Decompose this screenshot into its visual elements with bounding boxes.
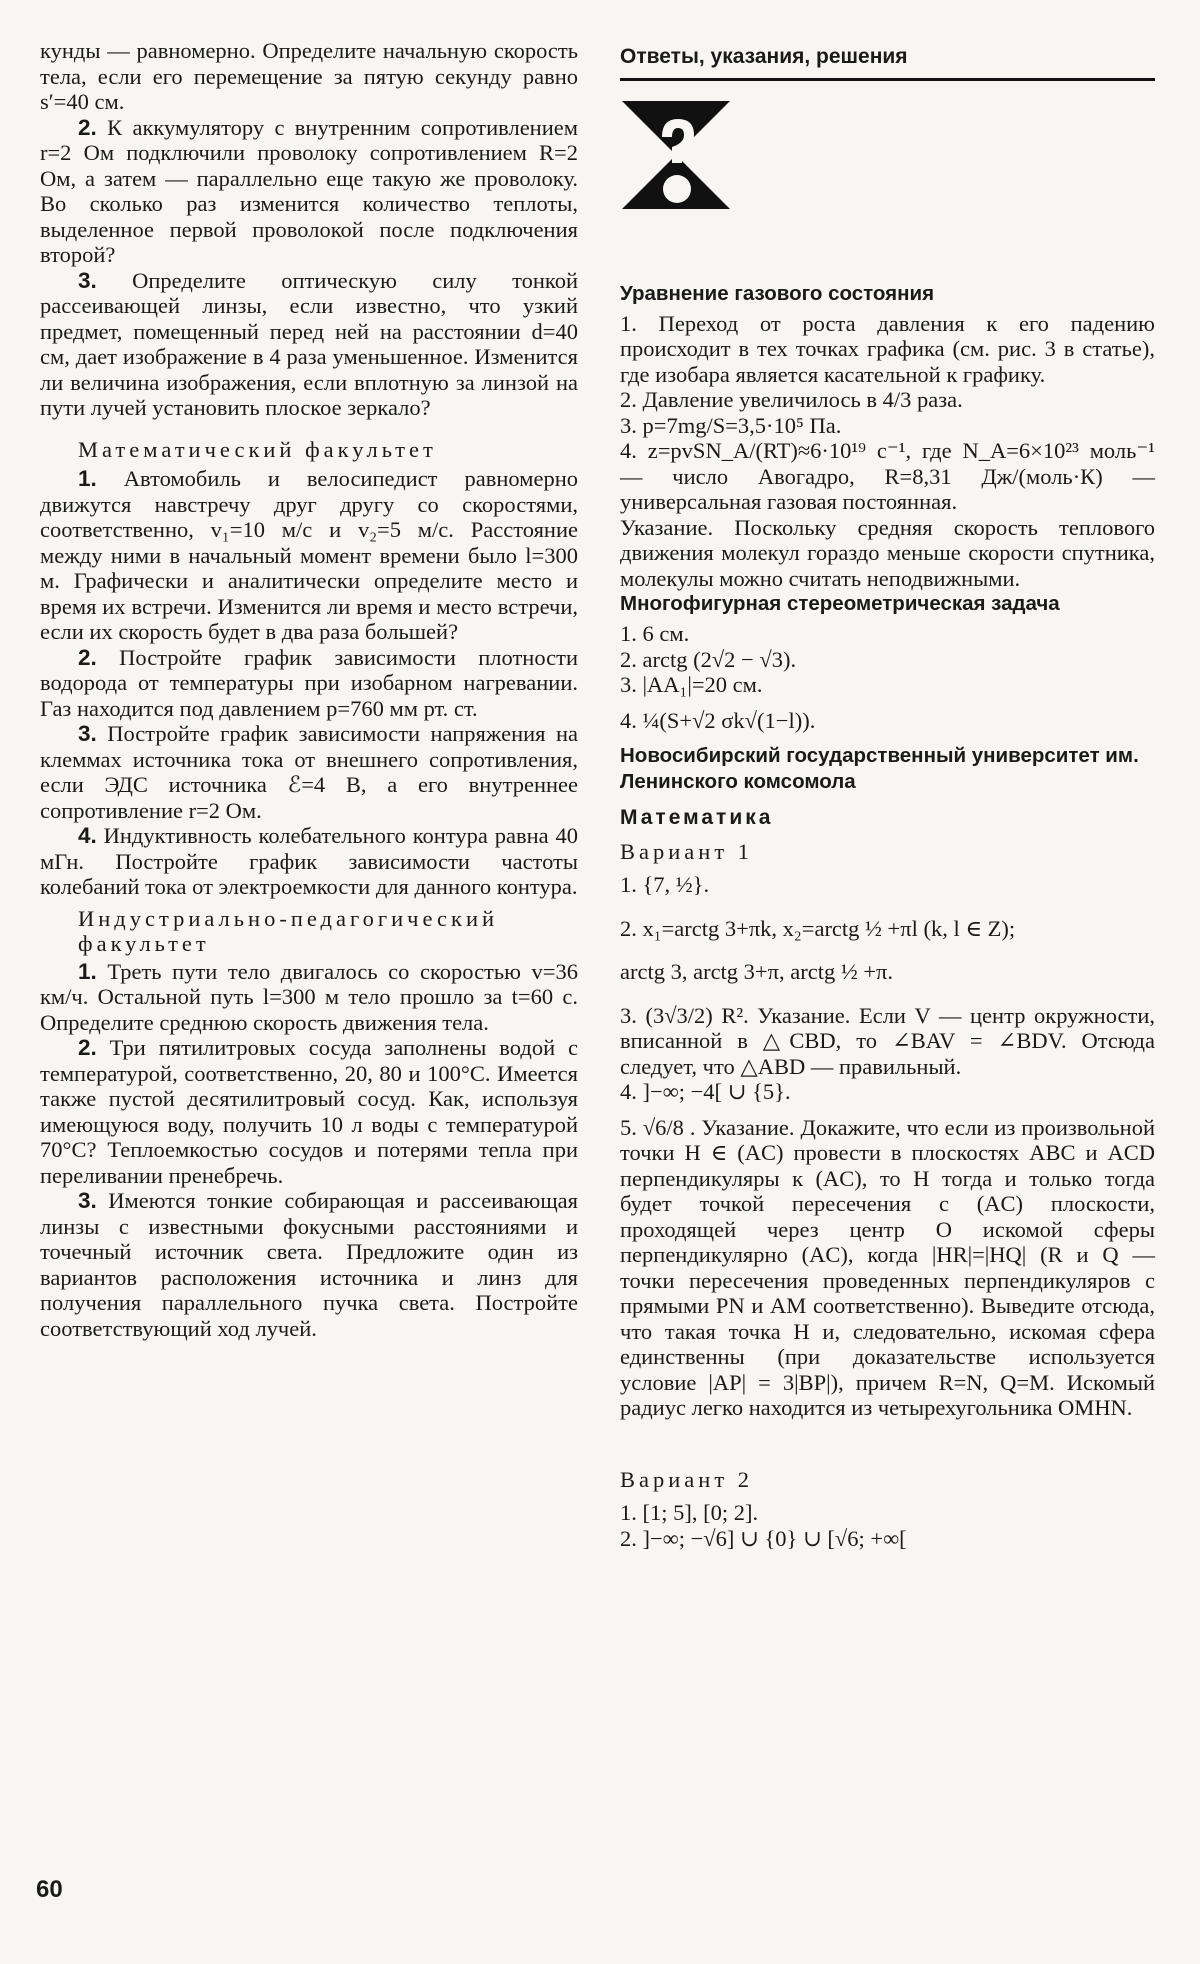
variant-1-heading: Вариант 1	[620, 838, 754, 864]
section-heading-math-faculty: Математический факультет	[78, 436, 437, 462]
answer-3: 3. p=7mg/S=3,5·10⁵ Па.	[620, 412, 842, 438]
problem-number: 3.	[78, 1188, 97, 1213]
answer-4: 4. ¼(S+√2 σk√(1−l)).	[620, 707, 816, 733]
problem-number: 1.	[78, 466, 97, 491]
hint: Указание. Поскольку средняя скорость теплового движения молекул гораздо меньше скорости спутника, молекулы можно считать неподвижными.	[620, 514, 1155, 591]
page-number: 60	[36, 1876, 63, 1903]
problem-number: 2.	[78, 644, 97, 670]
answer-2: 2. arctg (2√2 − √3).	[620, 646, 797, 672]
problem-text: Треть пути тело двигалось со скоростью v=36 км/ч. Остальной путь l=300 м тело прошло за t=60 с. Определите среднюю скорость движения тела.	[40, 958, 578, 1035]
section-title-nsu: Новосибирский государственный университет им. Ленинского комсомола	[620, 744, 1139, 793]
problem-2	[40, 645, 578, 722]
variant-2-heading: Вариант 2	[620, 1466, 754, 1492]
v2-answer-2: 2. ]−∞; −√6] ∪ {0} ∪ [√6; +∞[	[620, 1525, 907, 1551]
v1-answer-4: 4. ]−∞; −4[ ∪ {5}.	[620, 1079, 791, 1104]
problem-number: 3.	[78, 721, 97, 746]
section-heading-industrial-faculty: Индустриально-педагогический факультет	[78, 905, 499, 956]
paragraph-continued: кунды — равномерно. Определите начальную скорость тела, если его перемещение за пятую секунду равно s′=40 см.	[40, 38, 578, 114]
v2-answer-1: 1. [1; 5], [0; 2].	[620, 1500, 759, 1525]
problem-text: Три пятилитровых сосуда заполнены водой с температурой, соответственно, 20, 80 и 100°С. Имеется также пустой десятилитровый сосуд. Как, используя имеющуюся воду, получить 10 л воды с температурой 70°С? Теплоемкостью сосудов и потерями тепла при переливании пренебречь.	[40, 1035, 578, 1188]
problem-text: Постройте график зависимости плотности водорода от температуры при изобарном нагревании. Газ находится под давлением p=760 мм рт. ст.	[40, 644, 578, 721]
v1-answer-2: 2. x₁=arctg 3+πk, x₂=arctg ½ +πl (k, l ∈ Z);	[620, 915, 1016, 941]
problem-number: 4.	[78, 823, 97, 848]
answer-1: 1. Переход от роста давления к его падению происходит в тех точках графика (см. рис. 3 в статье), где изобара является касательной к графику.	[620, 310, 1155, 387]
problem-number: 2.	[78, 1035, 97, 1060]
problem-2	[40, 1035, 578, 1188]
problem-2	[40, 115, 578, 268]
problem-1	[40, 959, 578, 1036]
answer-4: 4. z=pvSN_A/(RT)≈6·10¹⁹ с⁻¹, где N_A=6×10²³ моль⁻¹ — число Авогадро, R=8,31 Дж/(моль·К) — универсальная газовая постоянная.	[620, 438, 1155, 514]
problem-number: 2.	[78, 114, 97, 140]
problem-3	[40, 721, 578, 823]
problem-text: Имеются тонкие собирающая и рассеивающая линзы с известными фокусными расстояниями и точечный источник света. Предложите один из вариантов расположения источника и линз для получения параллельного пучка света. Постройте соответствующий ход лучей.	[40, 1188, 578, 1341]
answer-2: 2. Давление увеличилось в 4/3 раза.	[620, 387, 963, 412]
problem-3	[40, 268, 578, 421]
v1-answer-1: 1. {7, ½}.	[620, 872, 710, 897]
right-column	[620, 38, 1155, 1551]
v1-answer-2-cont: arctg 3, arctg 3+π, arctg ½ +π.	[620, 959, 893, 984]
problem-text: К аккумулятору с внутренним сопротивлением r=2 Ом подключили проволоку сопротивлением R=2 Ом, а затем — параллельно еще такую же проволоку. Во сколько раз изменится количество теплоты, выделенное первой проволокой после подключения второй?	[40, 114, 578, 267]
problem-3	[40, 1188, 578, 1341]
answer-3: 3. |AA₁|=20 см.	[620, 672, 763, 697]
problem-text: Индуктивность колебательного контура равна 40 мГн. Постройте график зависимости частоты колебаний тока от электроемкости для данного контура.	[40, 823, 578, 899]
problem-4	[40, 823, 578, 900]
v1-answer-3: 3. (3√3/2) R². Указание. Если V — центр окружности, вписанной в △CBD, то ∠BAV = ∠BDV. Отсюда следует, что △ABD — правильный.	[620, 1002, 1155, 1079]
problem-text: Автомобиль и велосипедист равномерно движутся навстречу друг другу со скоростями, соответственно, v₁=10 м/с и v₂=5 м/с. Расстояние между ними в начальный момент времени было l=300 м. Графически и аналитически определите место и время их встречи. Изменится ли время и место встречи, если их скорость будет в два раза большей?	[40, 466, 578, 644]
problem-text: Постройте график зависимости напряжения на клеммах источника тока от внешнего сопротивления, если ЭДС источника ℰ=4 В, а его внутреннее сопротивление r=2 Ом.	[40, 721, 578, 823]
problem-text: Определите оптическую силу тонкой рассеивающей линзы, если известно, что узкий предмет, помещенный перед ней на расстоянии d=40 см, дает изображение в 4 раза уменьшенное. Изменится ли величина изображения, если вплотную за линзой на пути лучей установить плоское зеркало?	[40, 267, 578, 420]
problem-1	[40, 466, 578, 645]
section-title-stereometry: Многофигурная стереометрическая задача	[620, 592, 1060, 615]
subject-title: Математика	[620, 806, 774, 829]
v1-answer-5: 5. √6/8 . Указание. Докажите, что если из произвольной точки H ∈ (AC) провести в плоскостях ABC и ACD перпендикуляры к (AC), то H тогда и только тогда будет точкой пересечения с (AC) плоскости, проходящей через центр O искомой сферы перпендикулярно (AC), когда |HR|=|HQ| (R и Q — точки пересечения проведенных перпендикуляров с прямыми PN и AM соответственно). Выведите отсюда, что такая точка H и, следовательно, искомая сфера единственны (при доказательстве используется условие |AP| = 3|BP|), причем R=N, Q=M. Искомый радиус легко находится из четырехугольника OMHN.	[620, 1114, 1155, 1420]
question-mark-logo-icon	[622, 101, 730, 209]
answer-1: 1. 6 см.	[620, 621, 690, 646]
problem-number: 3.	[78, 267, 97, 293]
section-title-gas: Уравнение газового состояния	[620, 281, 935, 305]
left-column	[40, 38, 578, 1341]
answers-header: Ответы, указания, решения	[620, 44, 1155, 81]
problem-number: 1.	[78, 958, 97, 984]
